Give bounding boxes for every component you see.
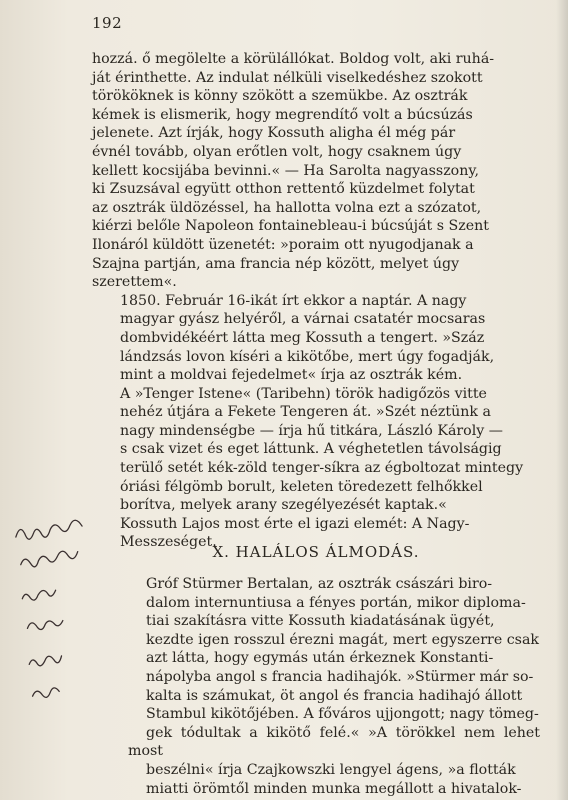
text-line: lándzsás lovon kíséri a kikötőbe, mert úgy fogadják, (120, 348, 495, 365)
text-line: kiérzi belőle Napoleon fontainebleau-i búcsúját s Szent (92, 218, 489, 235)
text-line: dalom internuntiusa a fényes portán, mikor diploma- (146, 594, 526, 611)
text-line: óriási félgömb borult, keleten töredezett felhőkkel (120, 478, 483, 495)
text-line: hozzá. ő megölelte a körülállókat. Boldog volt, aki ruhá- (92, 51, 495, 67)
text-line: Kossuth Lajos most érte el igazi elemét: A Nagy- (120, 515, 470, 532)
handwriting-scribble-icon (6, 507, 150, 758)
text-line: kémek is elismerik, hogy megrendítő volt a búcsúzás (92, 106, 473, 123)
text-line: törököknek is könny szökött a szemükbe. Az osztrák (92, 88, 468, 105)
text-line: Gróf Stürmer Bertalan, az osztrák császári biro- (146, 576, 493, 592)
text-line: magyar gyász helyéről, a várnai csatatér mocsaras (120, 311, 486, 328)
text-line: nehéz útjára a Fekete Tengeren át. »Szét néztünk a (120, 404, 491, 421)
text-line: miatti örömtől minden munka megállott a hivatalok- (146, 780, 522, 797)
text-line: Stambul kikötőjében. A főváros ujjongott; nagy tömeg- (146, 706, 539, 723)
text-line: évnél tovább, olyan erőtlen volt, hogy csaknem úgy (92, 143, 462, 160)
text-line: Ilonáról küldött üzenetét: »poraim ott nyugodjanak a (92, 236, 474, 253)
text-line: jelenete. Azt írják, hogy Kossuth aligha él még pár (92, 125, 456, 142)
text-line: mint a moldvai fejedelmet« írja az osztrák kém. (120, 367, 463, 384)
text-line: gek tódultak a kikötő felé.« »A törökkel nem lehet most (128, 724, 540, 760)
text-line: Messzeséget. (120, 534, 217, 551)
text-line: kalta is számukat, öt angol és francia hadihajó állott (146, 687, 523, 704)
text-line: szerettem«. (92, 274, 177, 291)
handwritten-margin-note (6, 507, 151, 766)
text-line: kellett kocsijába bevinni.« — Ha Sarolta nagyasszony, (92, 162, 479, 179)
text-line: s csak vizet és eget láttunk. A véghetetlen távolságig (120, 441, 502, 458)
text-line: az osztrák üldözéssel, ha hallotta volna ezt a szózatot, (92, 199, 482, 216)
paragraph-1 (92, 50, 540, 292)
text-line: ki Zsuzsával együtt otthon rettentő küzdelmet folytat (92, 181, 475, 198)
text-line: ját érinthette. Az indulat nélküli viselkedéshez szokott (92, 69, 483, 86)
text-line: A »Tenger Istene« (Taribehn) török hadigőzös vitte (120, 385, 487, 402)
body-text (92, 50, 540, 552)
text-line: 1850. Február 16-ikát írt ekkor a naptár. A nagy (120, 292, 467, 309)
page-edge-shadow (556, 0, 568, 800)
paragraph-2 (92, 292, 540, 515)
chapter-paragraph (128, 575, 540, 798)
text-line: kezdte igen rosszul érezni magát, mert egyszerre csak (146, 631, 540, 648)
text-line: dombvidékéért látta meg Kossuth a tengert. »Száz (120, 329, 485, 346)
text-line: tiai szakításra vitte Kossuth kiadatásának ügyét, (146, 613, 495, 630)
text-line: terülő setét kék-zöld tenger-síkra az égboltozat mintegy (120, 460, 524, 477)
text-line: borítva, melyek arany szegélyezését kaptak.« (120, 497, 447, 514)
chapter-body-text (128, 575, 540, 798)
text-line: nápolyba angol s francia hadihajók. »Stürmer már so- (146, 668, 534, 685)
page-number: 192 (92, 14, 123, 32)
text-line: beszélni« írja Czajkowszki lengyel ágens, »a flották (146, 761, 516, 778)
text-line: nagy mindenségbe — írja hű titkára, László Károly — (120, 422, 503, 439)
chapter-title: X. HALÁLOS ÁLMODÁS. (212, 543, 420, 561)
text-line: azt látta, hogy egymás után érkeznek Konstanti- (146, 650, 494, 667)
text-line: Szajna partján, ama francia nép között, melyet úgy (92, 255, 460, 272)
